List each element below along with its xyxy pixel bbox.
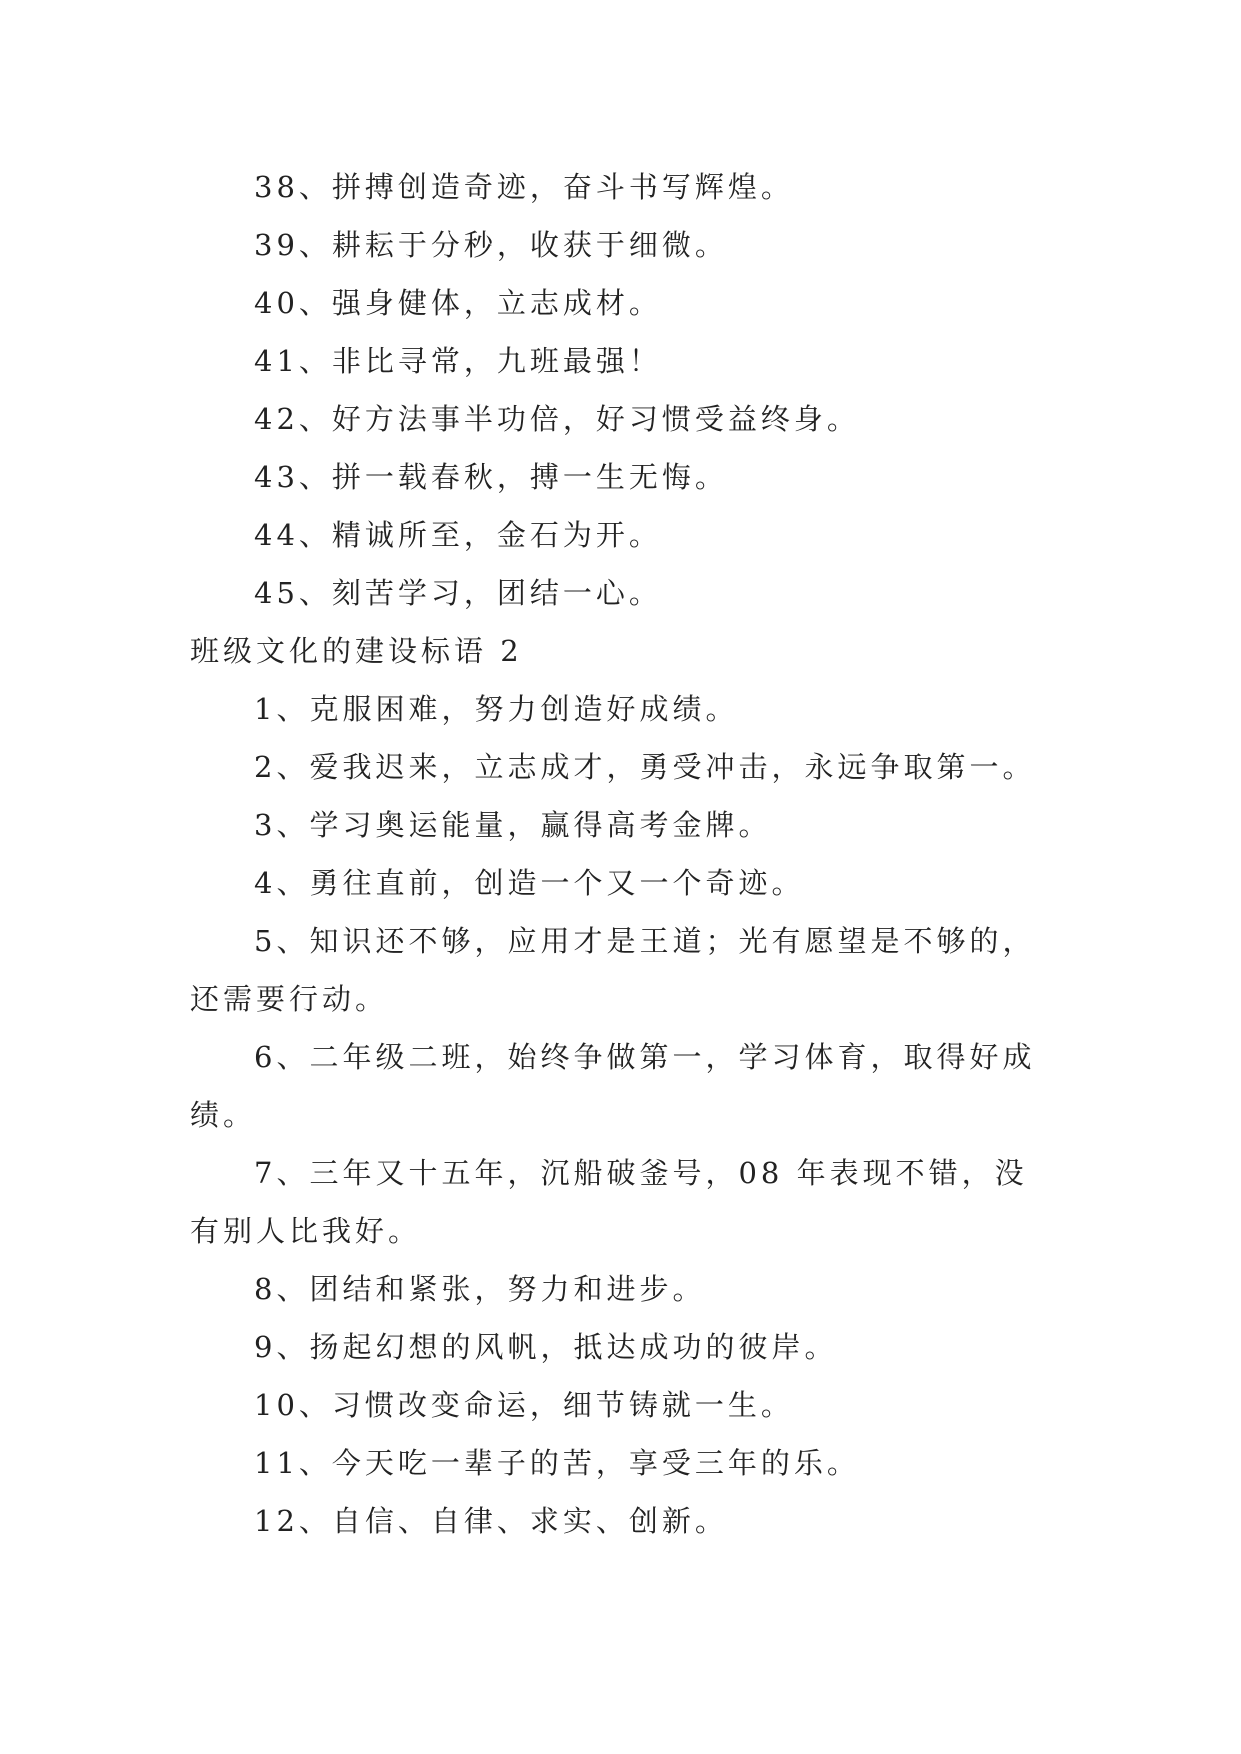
slogan-10: 10、习惯改变命运，细节铸就一生。 <box>254 1388 794 1422</box>
slogan-11: 11、今天吃一辈子的苦，享受三年的乐。 <box>254 1446 860 1480</box>
slogan-1: 1、克服困难，努力创造好成绩。 <box>254 692 739 726</box>
slogan-8: 8、团结和紧张，努力和进步。 <box>254 1272 706 1306</box>
slogan-40: 40、强身健体，立志成材。 <box>254 286 662 320</box>
slogan-6: 6、二年级二班，始终争做第一，学习体育，取得好成绩。 <box>190 1040 1036 1132</box>
document-body <box>190 158 1060 1550</box>
slogan-5: 5、知识还不够，应用才是王道；光有愿望是不够的，还需要行动。 <box>190 924 1036 1016</box>
slogan-9: 9、扬起幻想的风帆，抵达成功的彼岸。 <box>254 1330 838 1364</box>
slogan-12: 12、自信、自律、求实、创新。 <box>254 1504 728 1538</box>
slogan-44: 44、精诚所至，金石为开。 <box>254 518 662 552</box>
slogan-43: 43、拼一载春秋，搏一生无悔。 <box>254 460 728 494</box>
slogan-42: 42、好方法事半功倍，好习惯受益终身。 <box>254 402 860 436</box>
slogan-41: 41、非比寻常，九班最强！ <box>254 344 662 378</box>
slogan-4: 4、勇往直前，创造一个又一个奇迹。 <box>254 866 805 900</box>
slogan-2: 2、爱我迟来，立志成才，勇受冲击，永远争取第一。 <box>254 750 1036 784</box>
slogan-45: 45、刻苦学习，团结一心。 <box>254 576 662 610</box>
section-heading: 班级文化的建设标语 2 <box>190 634 523 668</box>
slogan-38: 38、拼搏创造奇迹，奋斗书写辉煌。 <box>254 170 794 204</box>
slogan-39: 39、耕耘于分秒，收获于细微。 <box>254 228 728 262</box>
slogan-3: 3、学习奥运能量，赢得高考金牌。 <box>254 808 772 842</box>
slogan-7: 7、三年又十五年，沉船破釜号，08 年表现不错，没有别人比我好。 <box>190 1156 1028 1248</box>
